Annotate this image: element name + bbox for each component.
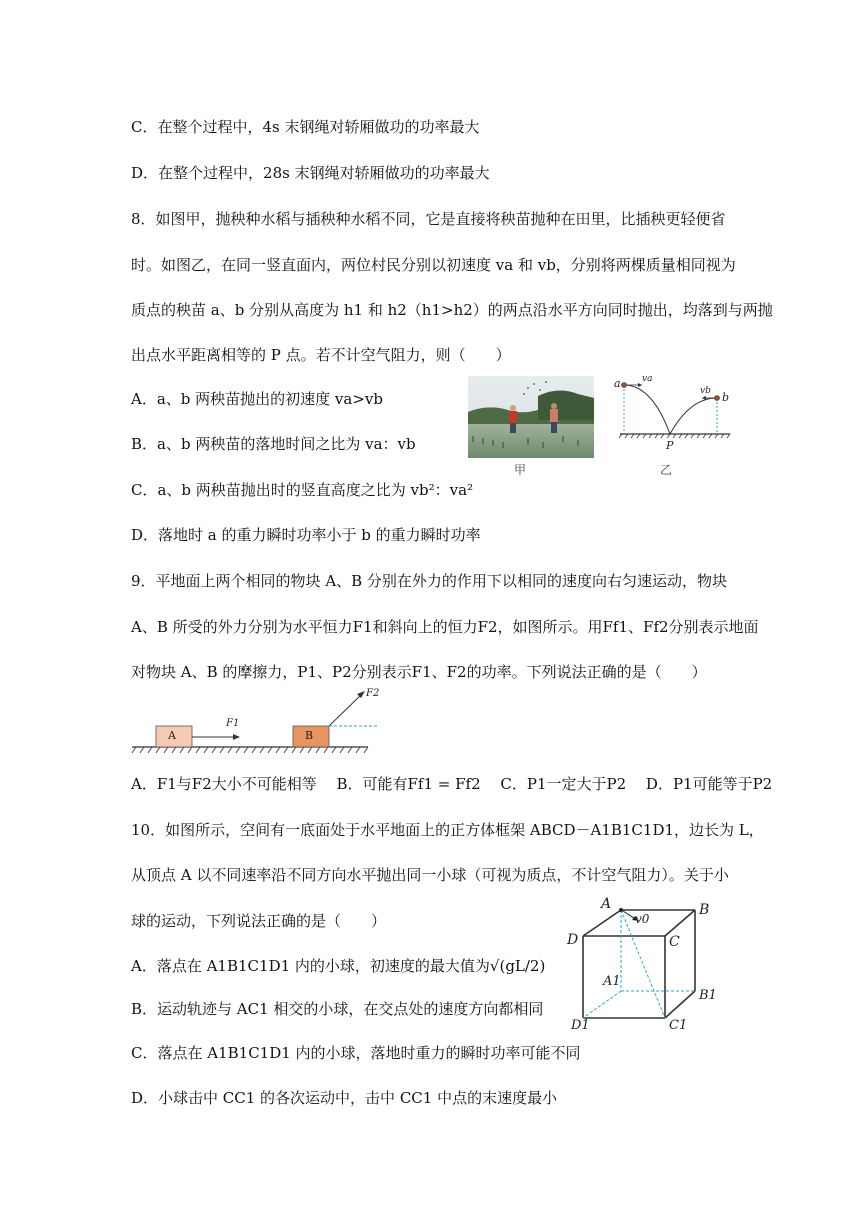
vertex-c: C xyxy=(669,934,680,950)
question-9-line2: A、B 所受的外力分别为水平恒力F1和斜向上的恒力F2，如图所示。用Ff1、Ff2分别表示地面 xyxy=(131,618,759,636)
vertex-d: D xyxy=(567,932,579,948)
question-8-line3: 质点的秧苗 a、b 分别从高度为 h1 和 h2（h1>h2）的两点沿水平方向同时抛出，均落到与两抛 xyxy=(131,301,773,319)
force-f2-label: F2 xyxy=(366,688,380,699)
block-b-label: B xyxy=(305,729,314,742)
option-10a: A．落点在 A1B1C1D1 内的小球，初速度的最大值为√(gL/2) xyxy=(131,957,546,975)
figure-jia-caption: 甲 xyxy=(514,463,527,477)
figure-yi-caption: 乙 xyxy=(660,463,673,477)
option-7c: C．在整个过程中，4s 末钢绳对轿厢做功的功率最大 xyxy=(131,118,480,136)
label-a: a xyxy=(614,377,621,390)
option-10d: D．小球击中 CC1 的各次运动中，击中 CC1 中点的末速度最小 xyxy=(131,1089,558,1107)
label-va: va xyxy=(642,374,653,384)
vertex-a1: A1 xyxy=(603,974,621,989)
question-10-line1: 10．如图所示，空间有一底面处于水平地面上的正方体框架 ABCD－A1B1C1D1，边长为 L， xyxy=(131,821,764,839)
label-v0: v0 xyxy=(635,912,650,926)
question-8-line4: 出点水平距离相等的 P 点。若不计空气阻力，则（ ） xyxy=(131,346,511,364)
label-vb: vb xyxy=(700,386,711,396)
rice-field-photo xyxy=(468,376,594,458)
option-8c: C．a、b 两秧苗抛出时的竖直高度之比为 vb²：va² xyxy=(131,481,474,499)
option-8b: B．a、b 两秧苗的落地时间之比为 va：vb xyxy=(131,435,416,453)
vertex-c1: C1 xyxy=(669,1018,688,1033)
vertex-b: B xyxy=(699,902,710,918)
vertex-a: A xyxy=(601,896,612,912)
question-9-line1: 9．平地面上两个相同的物块 A、B 分别在外力的作用下以相同的速度向右匀速运动，物块 xyxy=(131,572,727,590)
force-f1-label: F1 xyxy=(226,718,240,729)
option-7d: D．在整个过程中，28s 末钢绳对轿厢做功的功率最大 xyxy=(131,164,490,182)
question-8-line1: 8．如图甲，抛秧种水稻与插秧种水稻不同，它是直接将秧苗抛种在田里，比插秧更轻便省 xyxy=(131,210,726,228)
option-10b: B．运动轨迹与 AC1 相交的小球，在交点处的速度方向都相同 xyxy=(131,1000,544,1018)
question-8-line2: 时。如图乙，在同一竖直面内，两位村民分别以初速度 va 和 vb，分别将两棵质量相同视为 xyxy=(131,256,736,274)
label-p: P xyxy=(666,439,674,452)
option-8d: D．落地时 a 的重力瞬时功率小于 b 的重力瞬时功率 xyxy=(131,526,481,544)
question-10-line2: 从顶点 A 以不同速率沿不同方向水平抛出同一小球（可视为质点，不计空气阻力）。关于小 xyxy=(131,866,729,884)
question-10-line3: 球的运动，下列说法正确的是（ ） xyxy=(131,912,387,930)
vertex-b1: B1 xyxy=(699,988,717,1003)
question-9-options: A．F1与F2大小不可能相等 B．可能有Ff1 = Ff2 C．P1一定大于P2 D．P1可能等于P2 xyxy=(131,775,773,793)
projectile-diagram xyxy=(612,376,740,458)
vertex-d1: D1 xyxy=(571,1018,590,1033)
option-10c: C．落点在 A1B1C1D1 内的小球，落地时重力的瞬时功率可能不同 xyxy=(131,1044,581,1062)
block-a-label: A xyxy=(168,729,176,742)
blocks-force-diagram xyxy=(128,688,378,758)
label-b: b xyxy=(722,391,730,404)
option-8a: A．a、b 两秧苗抛出的初速度 va>vb xyxy=(131,390,383,408)
question-9-line3: 对物块 A、B 的摩擦力，P1、P2分别表示F1、F2的功率。下列说法正确的是（ ） xyxy=(131,663,707,681)
cube-diagram xyxy=(565,898,735,1038)
